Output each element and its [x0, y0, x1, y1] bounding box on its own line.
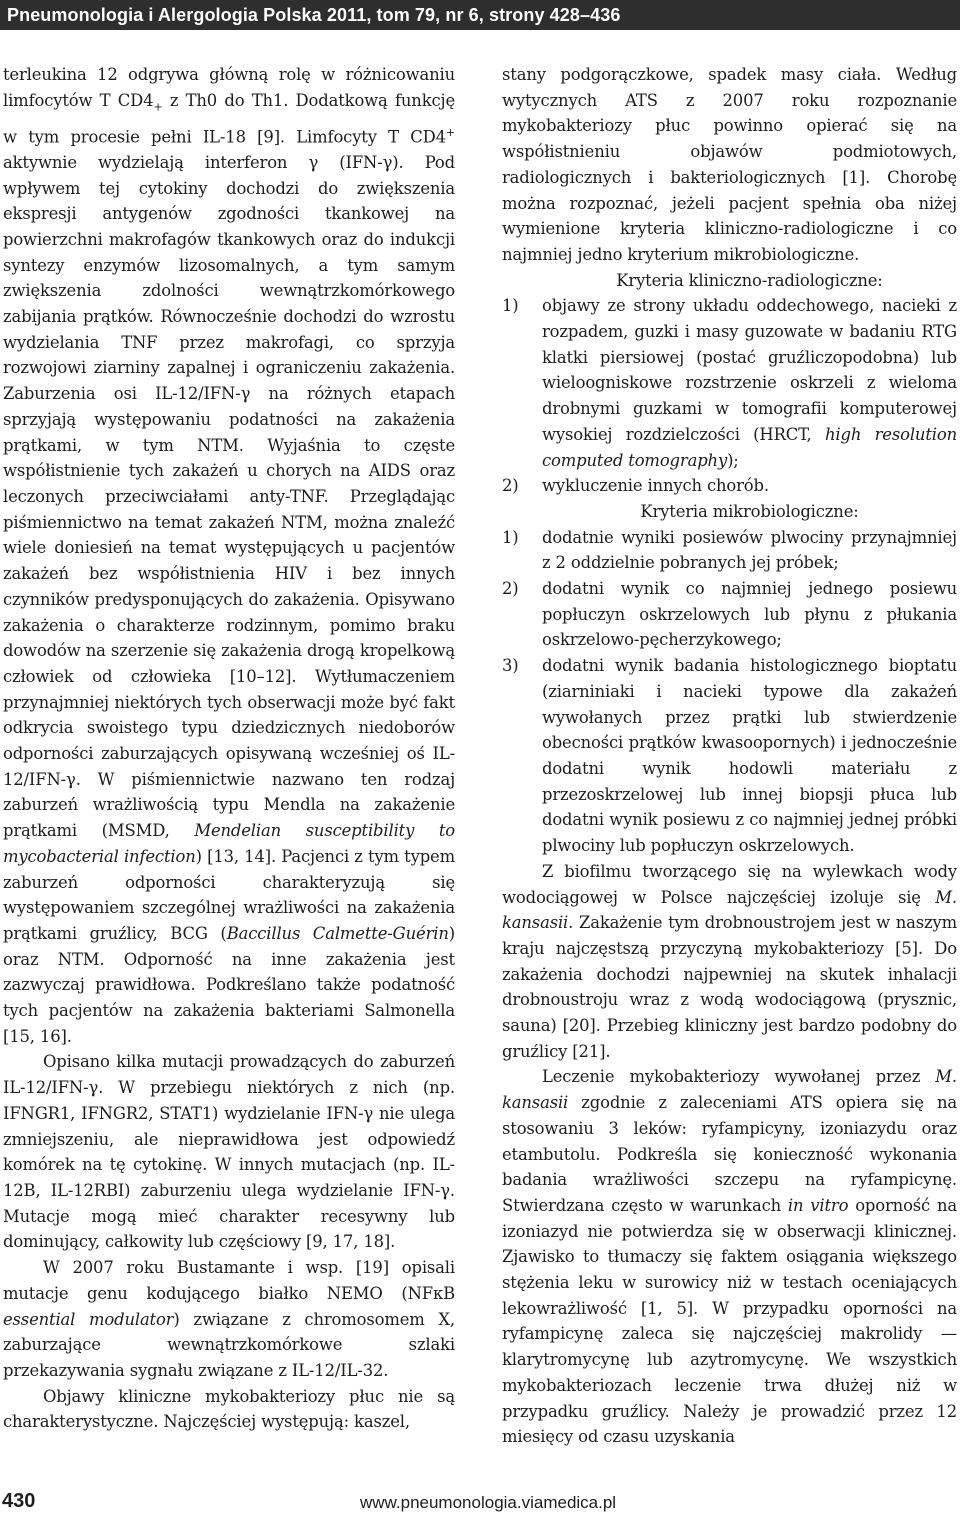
paragraph: terleukina 12 odgrywa główną rolę w różnicowaniu limfocytów T $CD4_+$ z Th0 do Th1. Dodatkową funkcję w tym procesie pełni IL-18 [9]. Limfocyty T CD4+ aktywnie wydzielają interferon γ (IFN-γ). Pod wpływem tej cytokiny dochodzi do zwiększenia ekspresji antygenów zgodności tkankowej na powierzchni makrofagów tkankowych oraz do indukcji syntezy enzymów lizosomalnych, a tym samym zwiększenia zdolności wewnątrzkomórkowego zabijania prątków. Równocześnie dochodzi do wzrostu wydzielania TNF przez makrofagi, co sprzyja rozwojowi ziarniny zapalnej i ograniczeniu zakażenia. Zaburzenia osi IL-12/IFN-γ na różnych etapach sprzyjają występowaniu podatności na zakażenia prątkami, w tym NTM. Wyjaśnia to częste współistnienie tych zakażeń u chorych na AIDS oraz leczonych przeciwciałami anty-TNF. Przeglądając piśmiennictwo na temat zakażeń NTM, można znaleźć wiele doniesień na temat występujących u pacjentów zakażeń bez współistnienia HIV i bez innych czynników predysponujących do zakażenia. Opisywano zakażenia o charakterze rodzinnym, pomimo braku dowodów na szerzenie się zakażenia drogą kropelkową człowiek od człowieka [10–12]. Wytłumaczeniem przynajmniej niektórych tych obserwacji może być fakt odkrycia swoistego typu dziedzicznych niedoborów odporności zaburzających opisywaną wcześniej oś IL-12/IFN-γ. W piśmiennictwie nazwano ten rodzaj zaburzeń wrażliwością typu Mendla na zakażenie prątkami (MSMD, Mendelian susceptibility to mycobacterial infection) [13, 14]. Pacjenci z tym typem zaburzeń odporności charakteryzują się występowaniem szczególnej wrażliwości na zakażenia prątkami gruźlicy, BCG (Baccillus Calmette-Guérin) oraz NTM. Odporność na inne zakażenia jest zazwyczaj prawidłowa. Podkreślano także podatność tych pacjentów na zakażenia bakteriami Salmonella [15, 16]. — [3, 65, 456, 1046]
list-item: 1) objawy ze strony układu oddechowego, nacieki z rozpadem, guzki i masy guzowate w badaniu RTG klatki piersiowej (postać gruźliczopodobna) lub wieloogniskowe rozstrzenie oskrzeli z wieloma drobnymi guzkami w tomografii komputerowej wysokiej rozdzielczości (HRCT, high resolution computed tomography); — [502, 296, 957, 470]
paragraph: Leczenie mykobakteriozy wywołanej przez M. kansasii zgodnie z zaleceniami ATS opiera się na stosowaniu 3 leków: ryfampicyny, izoniazydu oraz etambutolu. Podkreśla się konieczność wykonania badania wrażliwości szczepu na ryfampicynę. Stwierdzana często w warunkach in vitro oporność na izoniazyd nie potwierdza się w obserwacji klinicznej. Zjawisko to tłumaczy się faktem osiągania większego stężenia leku w surowicy niż w testach oceniających lekowrażliwość [1, 5]. W przypadku oporności na ryfampicynę zaleca się najczęściej makrolidy — klarytromycynę lub azytromycynę. We wszystkich mykobakteriozach leczenie trwa dłużej niż w przypadku gruźlicy. Należy je prowadzić przez 12 miesięcy od czasu uzyskania — [502, 1067, 957, 1447]
criteria-heading: Kryteria kliniczno-radiologiczne: — [616, 270, 883, 290]
criteria-heading: Kryteria mikrobiologiczne: — [640, 501, 859, 521]
left-column — [3, 62, 455, 1435]
paragraph: Z biofilmu tworzącego się na wylewkach wody wodociągowej w Polsce najczęściej izoluje się M. kansasii. Zakażenie tym drobnoustrojem jest w naszym kraju najczęstszą przyczyną mykobakteriozy [5]. Do zakażenia dochodzi najpewniej na skutek inhalacji drobnoustroju wraz z wodą wodociągową (prysznic, sauna) [20]. Przebieg kliniczny jest bardzo podobny do gruźlicy [21]. — [502, 861, 957, 1061]
paragraph: Opisano kilka mutacji prowadzących do zaburzeń IL-12/IFN-γ. W przebiegu niektórych z nich (np. IFNGR1, IFNGR2, STAT1) wydzielanie IFN-γ nie ulega zmniejszeniu, ale nieprawidłowa jest odpowiedź komórek na tę cytokinę. W innych mutacjach (np. IL-12B, IL-12RBI) zaburzeniu ulega wydzielanie IFN-γ. Mutacje mogą mieć charakter recesywny lub dominujący, całkowity lub częściowy [9, 17, 18]. — [3, 1052, 455, 1252]
right-column — [502, 62, 957, 1450]
list-item: 2) wykluczenie innych chorób. — [502, 476, 769, 496]
paragraph: W 2007 roku Bustamante i wsp. [19] opisali mutacje genu kodującego białko NEMO (NFκB essential modulator) związane z chromosomem X, zaburzające wewnątrzkomórkowe szlaki przekazywania sygnału związane z IL-12/IL-32. — [3, 1258, 455, 1380]
list-item: 1) dodatnie wyniki posiewów plwociny przynajmniej z 2 oddzielnie pobranych jej próbek; — [502, 527, 957, 573]
journal-header: Pneumonologia i Alergologia Polska 2011, tom 79, nr 6, strony 428–436 — [0, 0, 960, 30]
clinical-criteria-list — [502, 293, 957, 499]
list-item: 3) dodatni wynik badania histologicznego bioptatu (ziarniniaki i nacieki typowe dla zakażeń wywołanych przez prątki lub stwierdzenie obecności prątków kwasoopornych) i jednocześnie dodatni wynik hodowli materiału z przezoskrzelowej lub innej biopsji płuca lub dodatni wynik posiewu z co najmniej jednej próbki plwociny lub popłuczyn oskrzelowych. — [502, 656, 957, 856]
list-item: 2) dodatni wynik co najmniej jednego posiewu popłuczyn oskrzelowych lub płynu z płukania oskrzelowo-pęcherzykowego; — [502, 579, 957, 650]
journal-url-link[interactable]: www.pneumonologia.viamedica.pl — [360, 1493, 617, 1512]
page-number: 430 — [2, 1490, 36, 1512]
paragraph: Objawy kliniczne mykobakteriozy płuc nie są charakterystyczne. Najczęściej występują: kaszel, — [3, 1386, 455, 1432]
paragraph: stany podgorączkowe, spadek masy ciała. Według wytycznych ATS z 2007 roku rozpoznanie mykobakteriozy płuc powinno opierać się na współistnieniu objawów podmiotowych, radiologicznych i bakteriologicznych [1]. Chorobę można rozpoznać, jeżeli pacjent spełnia oba niżej wymienione kryteria kliniczno-radiologiczne i co najmniej jedno kryterium mikrobiologiczne. — [502, 65, 957, 264]
micro-criteria-list — [502, 525, 957, 859]
page-footer — [0, 1490, 960, 1520]
